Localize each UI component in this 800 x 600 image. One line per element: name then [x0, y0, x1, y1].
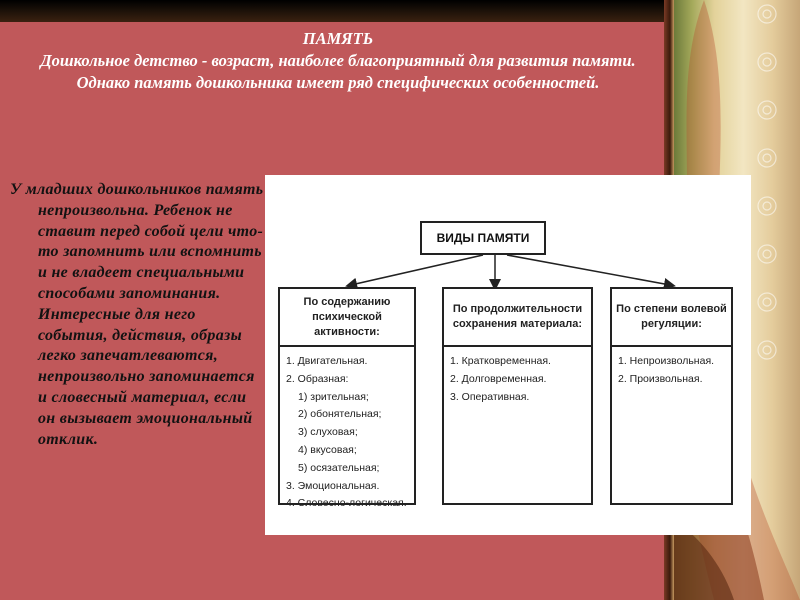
list-item: 2. Образная: — [286, 372, 349, 385]
list-item: 1. Кратковременная. — [450, 355, 551, 367]
list-item: 3) слуховая; — [298, 426, 358, 439]
memory-types-diagram — [265, 175, 751, 535]
arrow-to-column-3 — [507, 255, 670, 285]
column-item-list — [612, 347, 731, 389]
list-item: 1) зрительная; — [298, 390, 369, 403]
column-header: По продолжительности сохранения материала: — [444, 289, 591, 347]
list-item: 1. Двигательная. — [286, 355, 368, 367]
list-item: 3. Оперативная. — [450, 390, 530, 403]
list-item: 1. Непроизвольная. — [618, 355, 715, 367]
top-dark-band — [0, 0, 672, 22]
list-item: 2. Произвольная. — [618, 372, 703, 385]
column-volition — [610, 287, 733, 505]
column-header: По содержанию психической активности: — [280, 289, 414, 347]
list-item: 5) осязательная; — [298, 461, 380, 474]
arrow-to-column-1 — [351, 255, 483, 285]
list-item: 2. Долговременная. — [450, 372, 547, 385]
column-item-list — [444, 347, 591, 406]
list-item: 4) вкусовая; — [298, 443, 357, 456]
title-heading: ПАМЯТЬ — [302, 29, 374, 48]
column-item-list — [280, 347, 414, 513]
list-item: 4. Словесно-логическая. — [286, 497, 407, 510]
body-paragraph: У младших дошкольников память непроизвольна. Ребенок не ставит перед собой цели что-то запомнить или вспомнить и не владеет специальными способами запоминания. Интересные для него события, действия, образы легко запечатлеваются, непроизвольно запоминается и словесный материал, если он вызывает эмоциональный отклик. — [10, 181, 264, 448]
list-item: 2) обонятельная; — [298, 408, 382, 421]
title-subheading: Дошкольное детство - возраст, наиболее благоприятный для развития памяти. Однако память дошкольника имеет ряд специфических особенностей. — [40, 51, 636, 92]
diagram-root-box: ВИДЫ ПАМЯТИ — [420, 221, 546, 255]
slide-title — [20, 28, 656, 94]
column-content-activity — [278, 287, 416, 510]
column-header: По степени волевой регуляции: — [612, 289, 731, 347]
column-duration — [442, 287, 593, 505]
list-item: 3. Эмоциональная. — [286, 479, 380, 492]
